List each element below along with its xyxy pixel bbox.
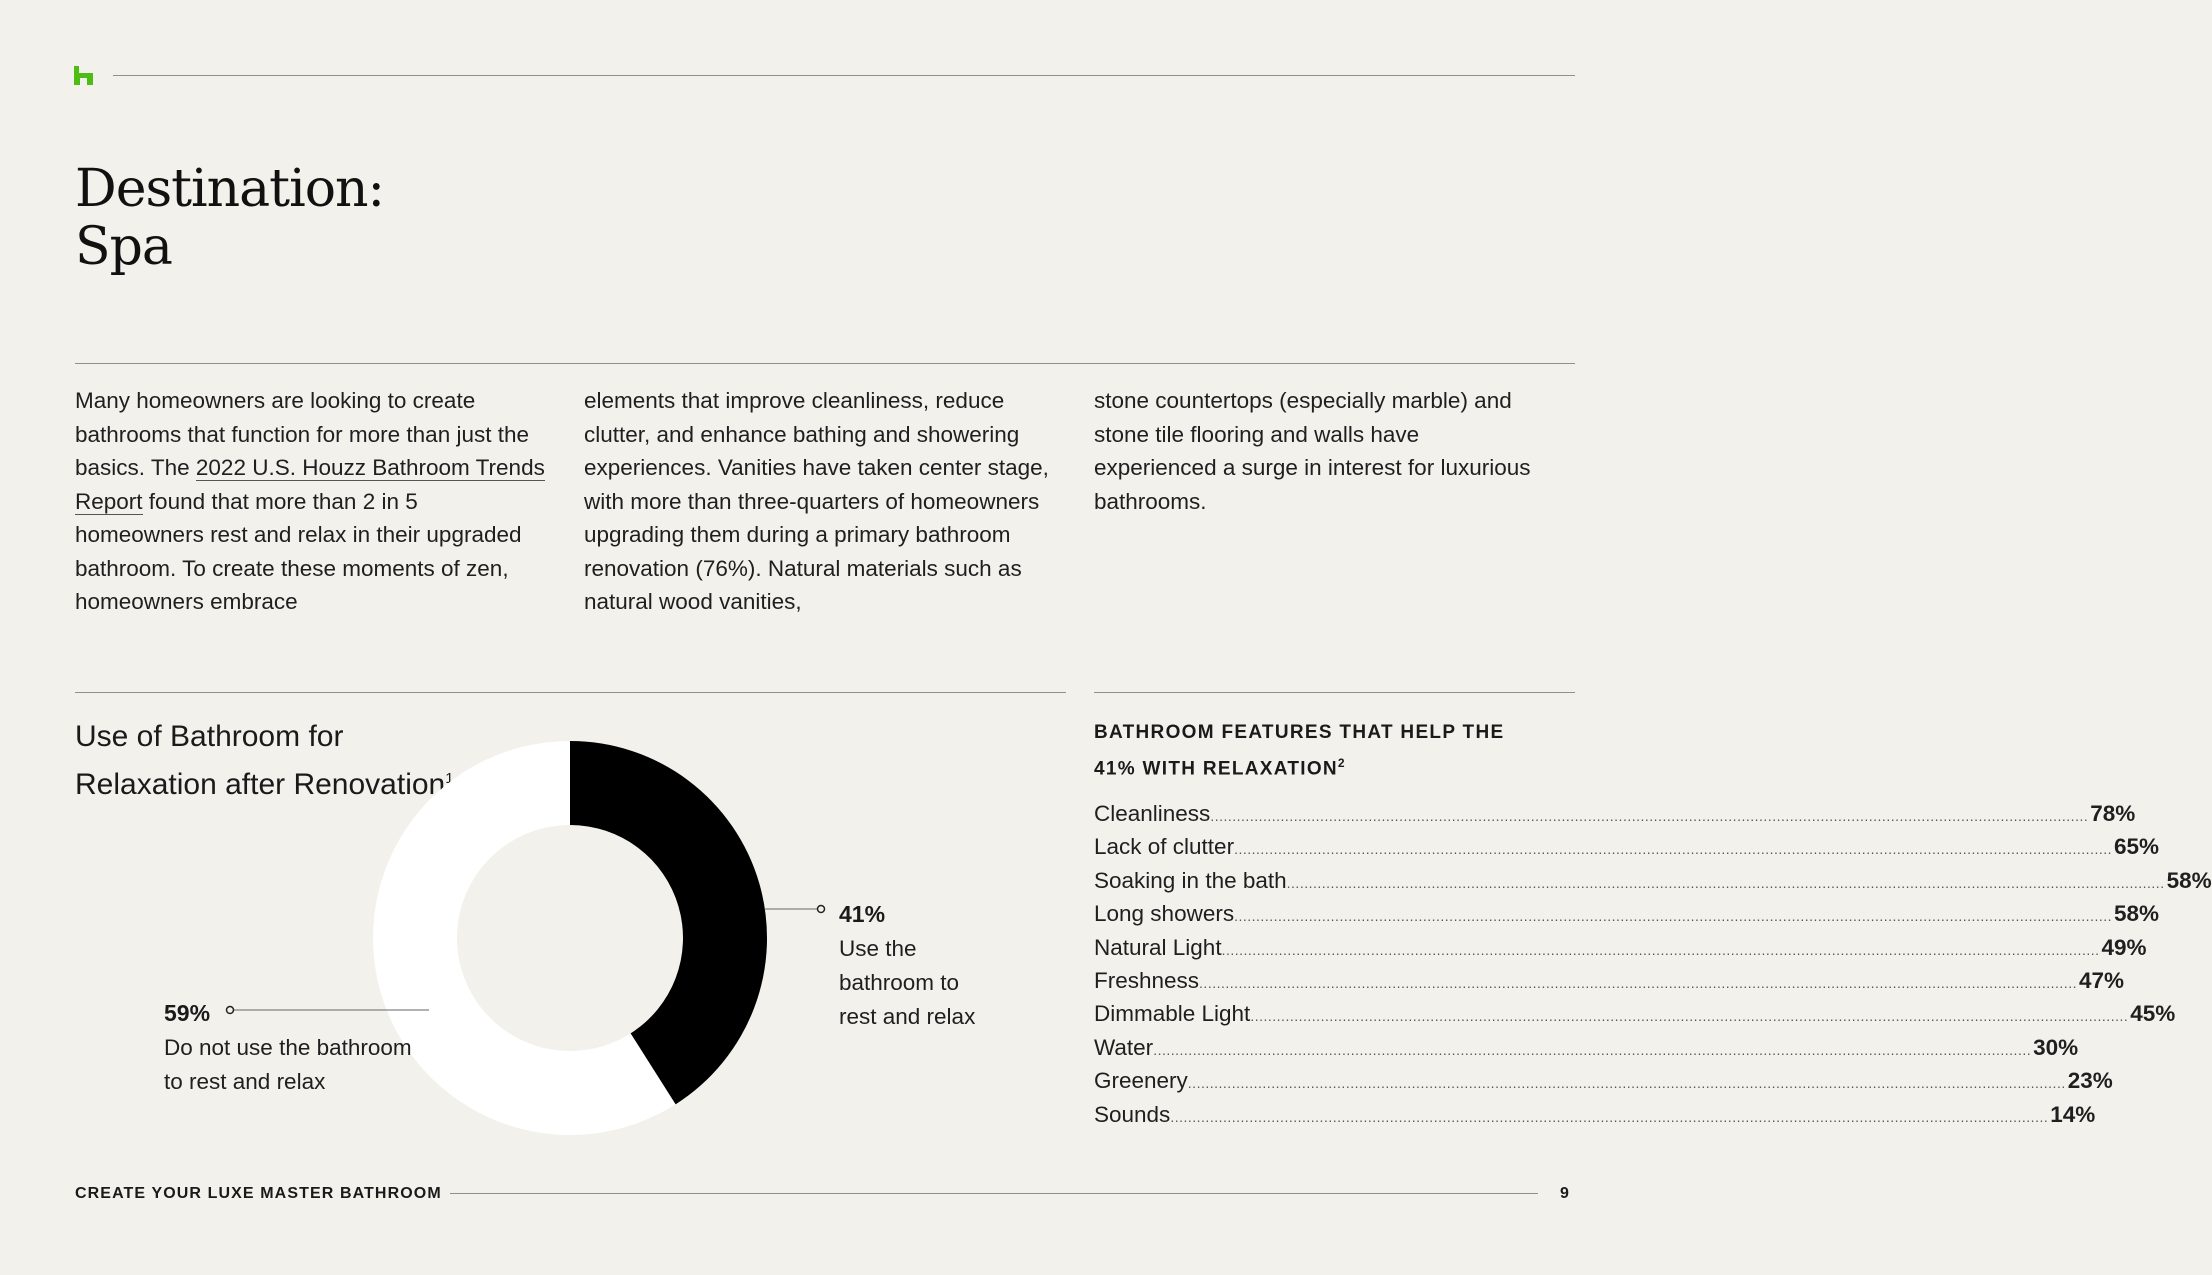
feature-leader-dots: ........................................................................................................................................................................................................ [1210, 808, 2089, 824]
label-no-line-1: Do not use the bathroom [164, 1035, 412, 1060]
label-no [164, 1000, 412, 1099]
feature-value: 78% [2090, 801, 2136, 826]
feature-value: 45% [2130, 1001, 2176, 1027]
feature-value: 49% [2101, 934, 2147, 960]
feature-row [1094, 834, 2160, 867]
feature-value: 30% [2033, 1034, 2079, 1060]
features-heading [1094, 718, 1564, 784]
body-text: found that more than 2 in 5 homeowners rest and relax in their upgraded bathroom. To create these moments of zen, homeowners embrace [75, 488, 522, 614]
label-yes-line-3: rest and relax [839, 1004, 976, 1029]
feature-row [1094, 901, 2160, 934]
feature-row [1094, 867, 2212, 901]
feature-leader-dots: ........................................................................................................................................................................................................ [1153, 1041, 2032, 1058]
feature-row [1094, 1034, 2079, 1068]
label-no-line-2: to rest and relax [164, 1069, 326, 1094]
label-yes-line-1: Use the [839, 936, 917, 961]
feature-value: 14% [2050, 1101, 2096, 1127]
feature-leader-dots: ........................................................................................................................................................................................................ [1221, 941, 2100, 958]
feature-name: Soaking in the bath [1094, 867, 1287, 893]
body-column-2 [584, 384, 1074, 619]
feature-value: 47% [2078, 967, 2125, 993]
houzz-logo-icon [74, 66, 93, 85]
feature-name: Greenery [1094, 1068, 1188, 1094]
feature-leader-dots: ........................................................................................................................................................................................................ [1187, 1075, 2066, 1092]
feature-value: 65% [2114, 834, 2160, 860]
label-no-pct: 59% [164, 1000, 211, 1026]
body-text: stone countertops (especially marble) and stone tile flooring and walls have experienced a surge in interest for luxurious bathrooms. [1094, 388, 1531, 514]
feature-name: Dimmable Light [1094, 1001, 1251, 1027]
label-yes-line-2: bathroom to [839, 970, 960, 995]
chart-rule [75, 692, 1066, 693]
feature-name: Water [1094, 1034, 1154, 1060]
feature-value: 23% [2067, 1068, 2113, 1094]
feature-leader-dots: ........................................................................................................................................................................................................ [1170, 1108, 2049, 1125]
feature-leader-dots: ........................................................................................................................................................................................................ [1250, 1008, 2129, 1025]
footnote-marker: 2 [1337, 756, 1346, 770]
footer-rule [450, 1193, 1538, 1194]
feature-leader-dots: ........................................................................................................................................................................................................ [1234, 908, 2113, 925]
page-title [75, 160, 384, 276]
label-yes [839, 901, 975, 1034]
feature-name: Cleanliness [1094, 801, 1211, 826]
header-rule [113, 75, 1575, 76]
feature-value: 58% [2166, 867, 2212, 893]
feature-name: Natural Light [1094, 934, 1222, 960]
label-yes-pct: 41% [839, 901, 886, 927]
chart-title-line-2: Relaxation after Renovation [75, 768, 446, 801]
report-link[interactable]: 2022 U.S. Houzz Bathroom Trends Report [75, 455, 545, 514]
body-text: elements that improve cleanliness, reduce clutter, and enhance bathing and showering experiences. Vanities have taken center stage, with more than three-quarters of homeowners upgrading them during a primary bathroom renovation (76%). Natural materials such as natural wood vanities, [584, 388, 1049, 614]
features-heading-line-1: BATHROOM FEATURES THAT HELP THE [1094, 722, 1505, 743]
feature-leader-dots: ........................................................................................................................................................................................................ [1286, 874, 2165, 891]
section-rule [75, 363, 1575, 364]
feature-row [1094, 1068, 2113, 1101]
title-line-1: Destination: [75, 159, 385, 219]
feature-row [1094, 967, 2125, 1001]
footer-title: CREATE YOUR LUXE MASTER BATHROOM [75, 1185, 442, 1202]
body-column-1 [75, 384, 545, 619]
feature-name: Sounds [1094, 1101, 1171, 1127]
features-rule [1094, 692, 1575, 693]
page-number: 9 [1560, 1185, 1569, 1202]
feature-name: Lack of clutter [1094, 834, 1235, 860]
features-list [1094, 801, 2212, 1135]
body-column-3 [1094, 384, 1544, 518]
feature-value: 58% [2114, 901, 2160, 927]
footnote-marker: 1 [445, 770, 454, 787]
feature-row [1094, 1101, 2096, 1135]
chart-title-line-1: Use of Bathroom for [75, 720, 344, 753]
feature-leader-dots: ........................................................................................................................................................................................................ [1199, 974, 2077, 991]
feature-name: Freshness [1094, 967, 1200, 993]
donut-chart [370, 738, 770, 1138]
feature-leader-dots: ........................................................................................................................................................................................................ [1234, 841, 2113, 858]
title-line-2: Spa [75, 217, 172, 277]
feature-row [1094, 1001, 2176, 1034]
features-heading-line-2: 41% WITH RELAXATION [1094, 758, 1338, 780]
leader-dot-yes [818, 906, 825, 913]
feature-row [1094, 801, 2136, 834]
body-text: Many homeowners are looking to create bathrooms that function for more than just the basics. The [75, 388, 529, 480]
feature-name: Long showers [1094, 901, 1235, 927]
feature-row [1094, 934, 2147, 968]
